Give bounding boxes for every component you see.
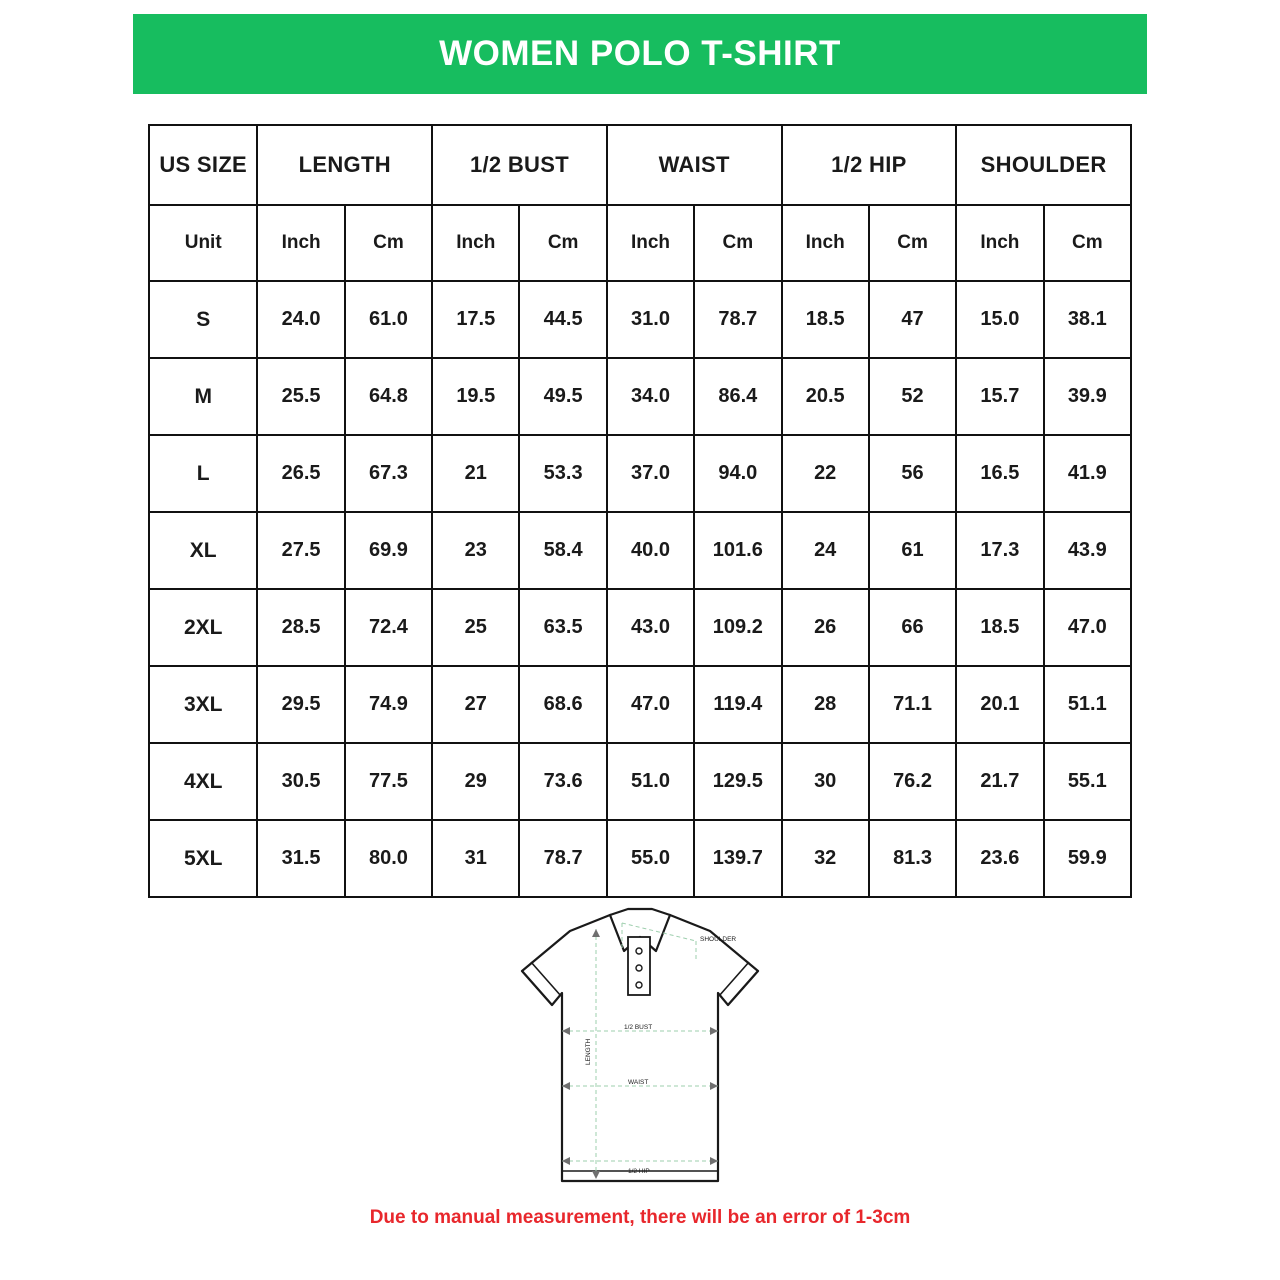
cell-shoulder-cm: 51.1 bbox=[1044, 666, 1131, 743]
cell-shoulder-inch: 23.6 bbox=[956, 820, 1043, 897]
cell-waist-inch: 47.0 bbox=[607, 666, 694, 743]
cell-hip-cm: 66 bbox=[869, 589, 956, 666]
table-row bbox=[149, 666, 1131, 743]
unit-header-row bbox=[149, 205, 1131, 281]
cell-shoulder-inch: 15.7 bbox=[956, 358, 1043, 435]
cell-hip-inch: 22 bbox=[782, 435, 869, 512]
table-row bbox=[149, 820, 1131, 897]
table-row bbox=[149, 358, 1131, 435]
cell-shoulder-cm: 38.1 bbox=[1044, 281, 1131, 358]
cell-hip-cm: 81.3 bbox=[869, 820, 956, 897]
cell-hip-cm: 56 bbox=[869, 435, 956, 512]
diagram-label-half-bust: 1/2 BUST bbox=[624, 1024, 653, 1031]
cell-shoulder-cm: 43.9 bbox=[1044, 512, 1131, 589]
unit-header-bust-cm: Cm bbox=[519, 205, 606, 281]
polo-shirt-diagram bbox=[500, 893, 780, 1198]
unit-header-shoulder-cm: Cm bbox=[1044, 205, 1131, 281]
cell-shoulder-cm: 39.9 bbox=[1044, 358, 1131, 435]
diagram-label-waist: WAIST bbox=[628, 1079, 649, 1086]
cell-bust-cm: 44.5 bbox=[519, 281, 606, 358]
cell-bust-inch: 27 bbox=[432, 666, 519, 743]
cell-waist-inch: 43.0 bbox=[607, 589, 694, 666]
cell-bust-inch: 19.5 bbox=[432, 358, 519, 435]
cell-waist-cm: 119.4 bbox=[694, 666, 781, 743]
cell-waist-inch: 34.0 bbox=[607, 358, 694, 435]
cell-length-inch: 26.5 bbox=[257, 435, 344, 512]
cell-length-cm: 67.3 bbox=[345, 435, 432, 512]
cell-length-cm: 61.0 bbox=[345, 281, 432, 358]
diagram-label-shoulder: SHOULDER bbox=[700, 936, 737, 943]
size-table bbox=[148, 124, 1132, 898]
table-head bbox=[149, 125, 1131, 281]
cell-length-cm: 64.8 bbox=[345, 358, 432, 435]
cell-length-inch: 25.5 bbox=[257, 358, 344, 435]
cell-length-inch: 28.5 bbox=[257, 589, 344, 666]
cell-hip-inch: 28 bbox=[782, 666, 869, 743]
cell-hip-cm: 76.2 bbox=[869, 743, 956, 820]
unit-header-length-cm: Cm bbox=[345, 205, 432, 281]
cell-waist-inch: 51.0 bbox=[607, 743, 694, 820]
cell-waist-inch: 55.0 bbox=[607, 820, 694, 897]
cell-hip-cm: 52 bbox=[869, 358, 956, 435]
cell-bust-inch: 25 bbox=[432, 589, 519, 666]
cell-bust-cm: 53.3 bbox=[519, 435, 606, 512]
cell-shoulder-cm: 47.0 bbox=[1044, 589, 1131, 666]
table-row bbox=[149, 512, 1131, 589]
unit-header-shoulder-inch: Inch bbox=[956, 205, 1043, 281]
row-size-label: L bbox=[149, 435, 257, 512]
size-table-container bbox=[148, 124, 1132, 898]
cell-waist-cm: 129.5 bbox=[694, 743, 781, 820]
cell-shoulder-inch: 21.7 bbox=[956, 743, 1043, 820]
cell-shoulder-inch: 15.0 bbox=[956, 281, 1043, 358]
cell-bust-cm: 58.4 bbox=[519, 512, 606, 589]
cell-bust-inch: 21 bbox=[432, 435, 519, 512]
cell-bust-inch: 23 bbox=[432, 512, 519, 589]
header-banner bbox=[133, 14, 1147, 94]
cell-length-inch: 30.5 bbox=[257, 743, 344, 820]
row-size-label: M bbox=[149, 358, 257, 435]
unit-header-unit: Unit bbox=[149, 205, 257, 281]
cell-length-cm: 80.0 bbox=[345, 820, 432, 897]
cell-length-cm: 74.9 bbox=[345, 666, 432, 743]
cell-shoulder-inch: 18.5 bbox=[956, 589, 1043, 666]
column-header-us-size: US SIZE bbox=[149, 125, 257, 205]
cell-bust-inch: 17.5 bbox=[432, 281, 519, 358]
cell-length-cm: 72.4 bbox=[345, 589, 432, 666]
column-header-waist: WAIST bbox=[607, 125, 782, 205]
cell-hip-inch: 26 bbox=[782, 589, 869, 666]
group-header-row bbox=[149, 125, 1131, 205]
diagram-label-length: LENGTH bbox=[585, 1038, 592, 1065]
cell-bust-cm: 78.7 bbox=[519, 820, 606, 897]
cell-bust-cm: 68.6 bbox=[519, 666, 606, 743]
row-size-label: 4XL bbox=[149, 743, 257, 820]
cell-waist-cm: 109.2 bbox=[694, 589, 781, 666]
cell-length-inch: 29.5 bbox=[257, 666, 344, 743]
cell-hip-inch: 30 bbox=[782, 743, 869, 820]
row-size-label: XL bbox=[149, 512, 257, 589]
cell-bust-inch: 31 bbox=[432, 820, 519, 897]
cell-hip-inch: 18.5 bbox=[782, 281, 869, 358]
cell-waist-cm: 78.7 bbox=[694, 281, 781, 358]
unit-header-bust-inch: Inch bbox=[432, 205, 519, 281]
cell-waist-cm: 101.6 bbox=[694, 512, 781, 589]
table-row bbox=[149, 281, 1131, 358]
cell-length-cm: 77.5 bbox=[345, 743, 432, 820]
cell-hip-cm: 61 bbox=[869, 512, 956, 589]
cell-shoulder-cm: 59.9 bbox=[1044, 820, 1131, 897]
cell-shoulder-inch: 17.3 bbox=[956, 512, 1043, 589]
cell-length-inch: 24.0 bbox=[257, 281, 344, 358]
table-row bbox=[149, 743, 1131, 820]
diagram-label-half-hip: 1/2 HIP bbox=[628, 1168, 650, 1175]
unit-header-waist-inch: Inch bbox=[607, 205, 694, 281]
cell-hip-cm: 71.1 bbox=[869, 666, 956, 743]
cell-length-inch: 27.5 bbox=[257, 512, 344, 589]
unit-header-hip-cm: Cm bbox=[869, 205, 956, 281]
measurement-note: Due to manual measurement, there will be an error of 1-3cm bbox=[369, 1207, 911, 1228]
column-header-length: LENGTH bbox=[257, 125, 432, 205]
column-header-half-hip: 1/2 HIP bbox=[782, 125, 957, 205]
column-header-shoulder: SHOULDER bbox=[956, 125, 1131, 205]
cell-waist-inch: 37.0 bbox=[607, 435, 694, 512]
unit-header-hip-inch: Inch bbox=[782, 205, 869, 281]
cell-shoulder-inch: 16.5 bbox=[956, 435, 1043, 512]
cell-bust-cm: 63.5 bbox=[519, 589, 606, 666]
row-size-label: 3XL bbox=[149, 666, 257, 743]
cell-hip-inch: 32 bbox=[782, 820, 869, 897]
row-size-label: S bbox=[149, 281, 257, 358]
cell-shoulder-cm: 55.1 bbox=[1044, 743, 1131, 820]
row-size-label: 5XL bbox=[149, 820, 257, 897]
cell-length-inch: 31.5 bbox=[257, 820, 344, 897]
cell-waist-inch: 31.0 bbox=[607, 281, 694, 358]
cell-waist-inch: 40.0 bbox=[607, 512, 694, 589]
cell-hip-cm: 47 bbox=[869, 281, 956, 358]
cell-length-cm: 69.9 bbox=[345, 512, 432, 589]
cell-waist-cm: 94.0 bbox=[694, 435, 781, 512]
cell-bust-cm: 73.6 bbox=[519, 743, 606, 820]
cell-bust-cm: 49.5 bbox=[519, 358, 606, 435]
row-size-label: 2XL bbox=[149, 589, 257, 666]
cell-hip-inch: 20.5 bbox=[782, 358, 869, 435]
cell-waist-cm: 139.7 bbox=[694, 820, 781, 897]
cell-shoulder-cm: 41.9 bbox=[1044, 435, 1131, 512]
page-title: WOMEN POLO T-SHIRT bbox=[439, 34, 841, 73]
table-body bbox=[149, 281, 1131, 897]
table-row bbox=[149, 435, 1131, 512]
column-header-half-bust: 1/2 BUST bbox=[432, 125, 607, 205]
cell-bust-inch: 29 bbox=[432, 743, 519, 820]
cell-shoulder-inch: 20.1 bbox=[956, 666, 1043, 743]
cell-waist-cm: 86.4 bbox=[694, 358, 781, 435]
table-row bbox=[149, 589, 1131, 666]
cell-hip-inch: 24 bbox=[782, 512, 869, 589]
unit-header-length-inch: Inch bbox=[257, 205, 344, 281]
unit-header-waist-cm: Cm bbox=[694, 205, 781, 281]
